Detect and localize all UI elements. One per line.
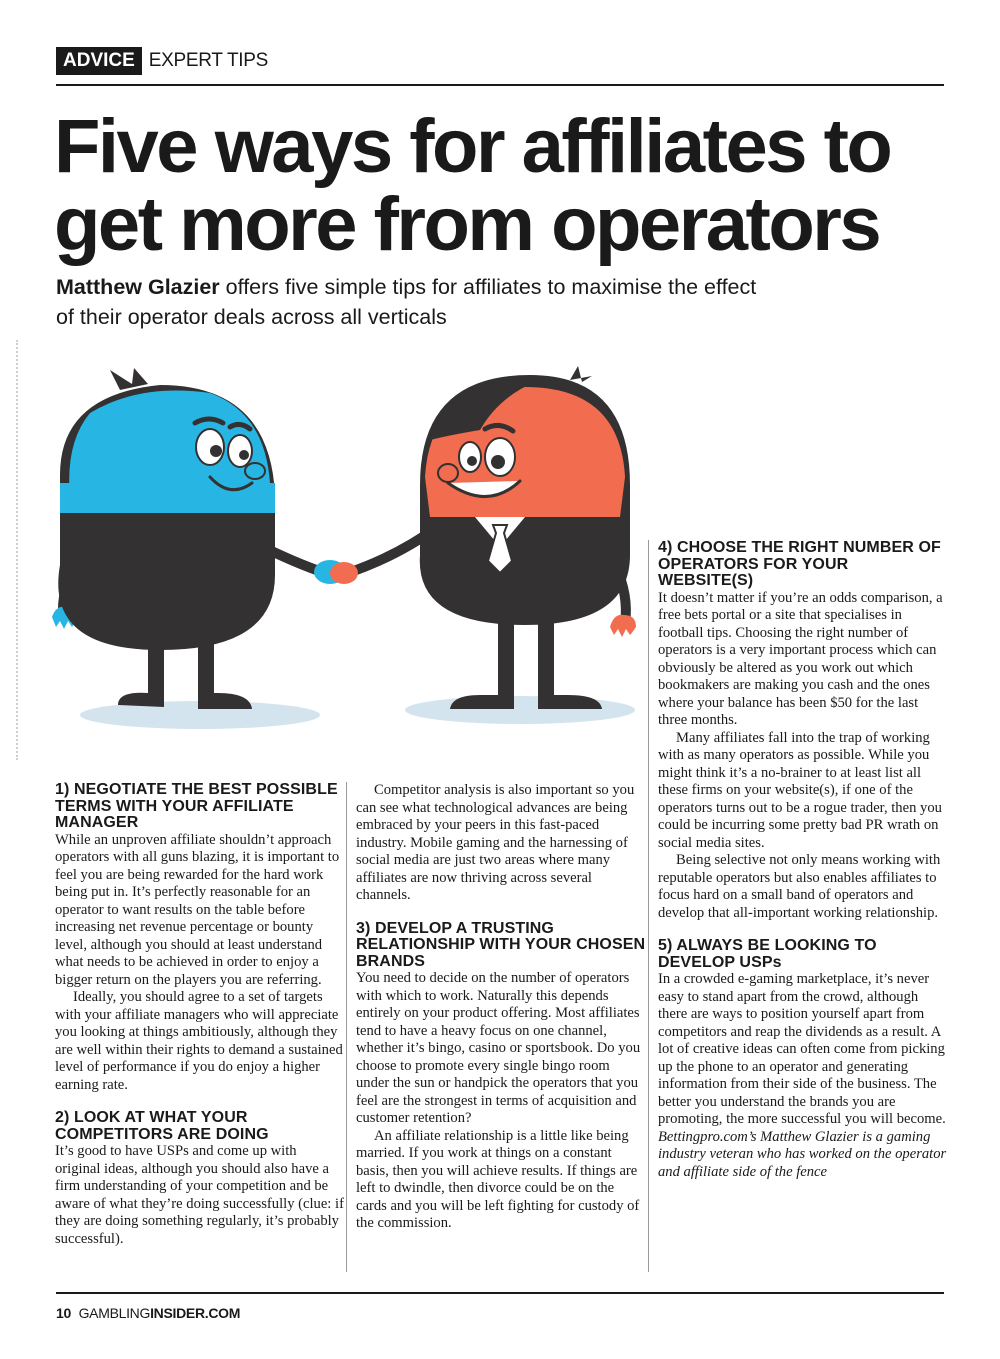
- page-footer: [56, 1305, 240, 1321]
- handshake-cartoon-icon: [30, 365, 650, 740]
- column-divider: [346, 782, 347, 1272]
- paragraph: Being selective not only means working with reputable operators but also enables affiliates to focus hard on a small band of operators and develop that all-important working relationship.: [658, 852, 941, 921]
- paragraph: Competitor analysis is also important so you can see what technological advances are being embraced by your peers in this fast-paced industry. Mobile gaming and the harnessing of social media are just two areas where many affiliates are now thriving across several channels.: [356, 782, 635, 903]
- paragraph: Many affiliates fall into the trap of working with as many operators as possible. While you might think it’s a no-brainer to at least list all these firms on your website(s), if one of the operators turns out to be a rogue trader, then you could be incurring some pretty bad PR wrath on social media sites.: [658, 729, 942, 851]
- paragraph: In a crowded e-gaming marketplace, it’s never easy to stand apart from the crowd, although there are ways to position yourself apart from competitors and reap the dividends as a result. A lot of creative ideas can often come from picking up the phone to an operator and generating information from their side of the business. The better you understand the brands you are promoting, the more successful you will become.: [658, 971, 946, 1127]
- text-column-1: [55, 782, 345, 1248]
- section-subtitle: EXPERT TIPS: [148, 50, 268, 71]
- paragraph: Ideally, you should agree to a set of targets with your affiliate managers who will appreciate you looking at things ambitiously, although they are well within their rights to demand a sustained level of performance if you do enjoy a higher earning rate.: [55, 989, 343, 1093]
- subheading-5-text-usps: USPs: [739, 953, 782, 971]
- column-divider: [648, 540, 649, 1272]
- standfirst: [56, 272, 776, 332]
- site-name-a: GAMBLING: [78, 1305, 151, 1321]
- section-tag: ADVICE: [56, 47, 142, 75]
- site-name-b: INSIDER.COM: [150, 1305, 241, 1321]
- subheading-4: 4) CHOOSE THE RIGHT NUMBER OF OPERATORS FOR YOUR WEBSITE(S): [658, 539, 941, 589]
- subheading-5-text: 5) ALWAYS BE LOOKING TO DEVELOP: [658, 937, 877, 971]
- subheading-1: 1) NEGOTIATE THE BEST POSSIBLE TERMS WITH YOUR AFFILIATE MANAGER: [55, 781, 338, 831]
- section-header: [56, 46, 268, 76]
- bottom-divider: [56, 1292, 944, 1294]
- text-column-3: [658, 540, 948, 1181]
- page-number: 10: [56, 1305, 71, 1321]
- paragraph: You need to decide on the number of operators with which to work. Naturally this depends entirely on your product offering. Most affiliates tend to have a heavy focus on one channel, whether it’s bingo, casino or sportsbook. Do you choose to promote every single bingo room under the sun or handpick the operators that you feel are the strongest in terms of acquisition and customer retention?: [356, 970, 641, 1126]
- article-headline: Five ways for affiliates to get more from operators: [54, 104, 891, 267]
- paragraph: It doesn’t matter if you’re an odds comparison, a free bets portal or a site that specialises in football tips. Choosing the right number of operators is a very important process which can obviously be altered as you work out which bookmakers are making you cash and the ones where your balance has been $50 for the last three months.: [658, 589, 943, 728]
- author-name: Matthew Glazier: [56, 275, 220, 299]
- decorative-dotted-line: [16, 340, 18, 760]
- text-column-2: [356, 782, 646, 1233]
- paragraph: It’s good to have USPs and come up with original ideas, although you should also have a firm understanding of your competition and be aware of what they’re doing successfully (clue: if they are doing something regularly, it’s probably successful).: [55, 1143, 344, 1247]
- subheading-3: 3) DEVELOP A TRUSTING RELATIONSHIP WITH YOUR CHOSEN BRANDS: [356, 919, 646, 970]
- author-byline: Bettingpro.com’s Matthew Glazier is a gaming industry veteran who has worked on the operator and affiliate side of the fence: [658, 1128, 947, 1180]
- standfirst-text: offers five simple tips for affiliates to maximise the effect of their operator deals across all verticals: [56, 275, 757, 329]
- subheading-5: [658, 938, 948, 971]
- paragraph: While an unproven affiliate shouldn’t approach operators with all guns blazing, it is important to feel you are being rewarded for the hard work being put in. It’s perfectly reasonable for an operator to want results on the table before increasing net revenue percentage or bounty level, although you should at least understand what needs to be achieved in order to enjoy a bigger return on the players you are referring.: [55, 831, 340, 988]
- subheading-2: 2) LOOK AT WHAT YOUR COMPETITORS ARE DOING: [55, 1109, 269, 1143]
- paragraph: An affiliate relationship is a little like being married. If you work at things on a constant basis, then you will achieve results. If things are left to dwindle, then divorce could be on the cards and you will be left fighting for custody of the commission.: [356, 1127, 640, 1231]
- top-divider: [56, 84, 944, 86]
